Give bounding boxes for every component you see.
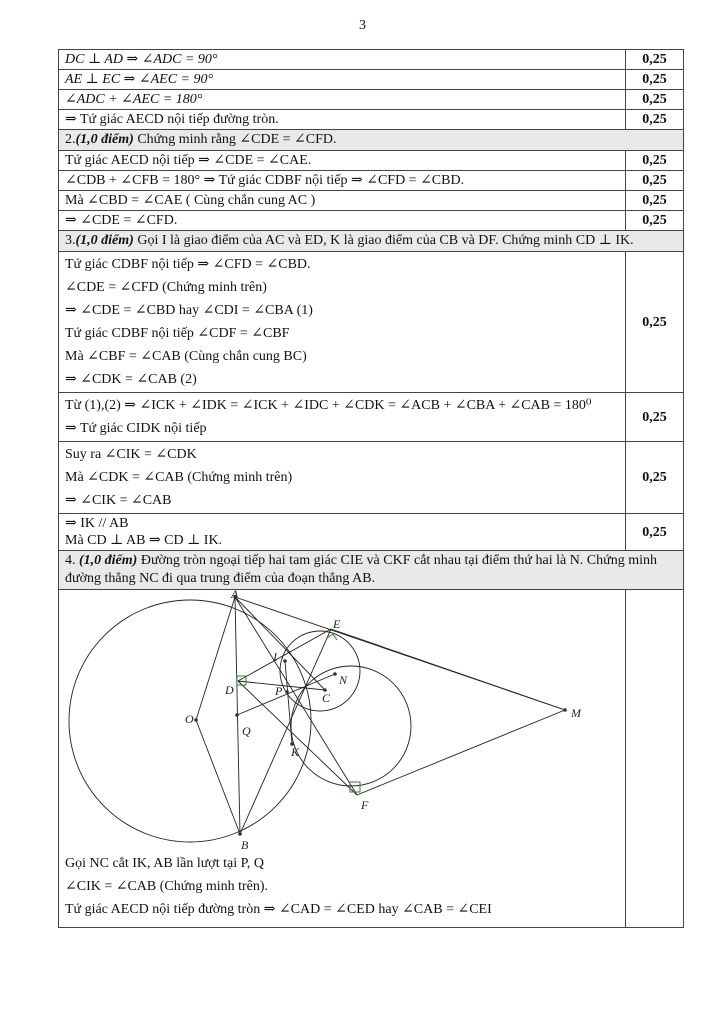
table-row [59,393,684,442]
figure-block [59,590,626,928]
label-q: Q [242,724,251,738]
part-points: (1,0 điểm) [79,553,138,568]
label-b: B [241,838,249,852]
score-cell: 0,25 [626,191,684,211]
score-cell: 0,25 [626,442,684,514]
right-angle-f [350,782,360,792]
label-p: P [275,684,283,698]
proof-line: ⇒ IK // AB [65,516,129,531]
label-e: E [333,617,341,631]
circle-ckf [291,666,411,786]
part-number: 2. [65,132,76,147]
proof-line: Suy ra ∠CIK = ∠CDK [65,447,197,462]
proof-line: ∠CIK = ∠CAB (Chứng minh trên). [65,879,269,894]
solution-table [58,49,684,928]
score-cell: 0,25 [626,393,684,442]
table-row [59,191,684,211]
table-row [59,252,684,393]
part-statement: Chứng minh rằng ∠CDE = ∠CFD. [133,132,337,147]
proof-block [59,393,626,442]
label-d: D [225,683,234,697]
score-cell-empty [626,590,684,928]
score-cell: 0,25 [626,252,684,393]
page-number: 3 [359,18,366,33]
circle-cie [280,631,360,711]
proof-line: Từ (1),(2) ⇒ ∠ICK + ∠IDK = ∠ICK + ∠IDC + ∠CDK = ∠ACB + ∠CBA + ∠CAB = 180⁰ [65,398,592,413]
segment-ik [285,661,292,744]
geometry-figure [65,590,620,852]
score-cell: 0,25 [626,70,684,90]
score-cell: 0,25 [626,110,684,130]
part2-heading [59,130,684,151]
table-row [59,151,684,171]
label-o: O [185,712,194,726]
score-cell: 0,25 [626,211,684,231]
tangent-fm [357,710,565,795]
table-row [59,514,684,551]
proof-line: ⇒ ∠CIK = ∠CAB [65,493,172,508]
part-points: (1,0 điểm) [75,132,134,147]
label-k: K [291,745,300,759]
part-header [59,231,684,252]
proof-block [59,442,626,514]
score-cell: 0,25 [626,151,684,171]
proof-line: ⇒ Tứ giác CIDK nội tiếp [65,421,207,436]
label-c: C [322,691,331,705]
proof-line: ⇒ ∠CDK = ∠CAB (2) [65,372,197,387]
segment-de [238,629,331,681]
label-f: F [361,798,369,812]
step-text: ⇒ Tứ giác AECD nội tiếp đường tròn. [59,110,626,130]
label-n: N [339,673,348,687]
proof-line: Tứ giác CDBF nội tiếp ∠CDF = ∠CBF [65,326,290,341]
score-cell: 0,25 [626,50,684,70]
score-cell: 0,25 [626,514,684,551]
part3-heading [59,231,684,252]
score-cell: 0,25 [626,171,684,191]
proof-line: Mà ∠CDK = ∠CAB (Chứng minh trên) [65,470,293,485]
part-header [59,551,684,590]
step-text: Mà ∠CBD = ∠CAE ( Cùng chắn cung AC ) [59,191,626,211]
part-points: (1,0 điểm) [75,233,134,248]
proof-block [59,252,626,393]
proof-line: Mà CD ⊥ AB ⇒ CD ⊥ IK. [65,533,223,548]
table-row [59,70,684,90]
step-text: ∠ADC + ∠AEC = 180° [59,90,626,110]
score-cell: 0,25 [626,90,684,110]
step-text: AE ⊥ EC ⇒ ∠AEC = 90° [59,70,626,90]
proof-line: ⇒ ∠CDE = ∠CBD hay ∠CDI = ∠CBA (1) [65,303,313,318]
step-text: ∠CDB + ∠CFB = 180° ⇒ Tứ giác CDBF nội tiếp ⇒ ∠CFD = ∠CBD. [59,171,626,191]
step-text: Tứ giác AECD nội tiếp ⇒ ∠CDE = ∠CAE. [59,151,626,171]
part-number: 3. [65,233,76,248]
table-row [59,442,684,514]
proof-block [59,514,626,551]
part-number: 4. [65,553,79,568]
step-text: DC ⊥ AD ⇒ ∠ADC = 90° [59,50,626,70]
part4-heading [59,551,684,590]
label-i: I [273,650,277,664]
proof-line: ∠CDE = ∠CFD (Chứng minh trên) [65,280,267,295]
segment-ob [196,720,240,834]
segment-ao [196,597,235,720]
label-m: M [571,706,581,720]
table-row [59,110,684,130]
proof-line: Tứ giác CDBF nội tiếp ⇒ ∠CFD = ∠CBD. [65,257,311,272]
table-row [59,590,684,928]
label-a: A [231,590,239,601]
proof-line: Gọi NC cắt IK, AB lần lượt tại P, Q [65,856,264,871]
proof-line: Mà ∠CBF = ∠CAB (Cùng chắn cung BC) [65,349,307,364]
part-statement: Đường tròn ngoại tiếp hai tam giác CIE và CKF cắt nhau tại điểm thứ hai là N. Chứng minh đường thẳng NC đi qua trung điểm của đoạn thẳng AB. [65,553,658,586]
part-header [59,130,684,151]
segment-em [331,629,565,710]
table-row [59,50,684,70]
table-row [59,171,684,191]
proof-line: Tứ giác AECD nội tiếp đường tròn ⇒ ∠CAD = ∠CED hay ∠CAB = ∠CEI [65,902,492,917]
step-text: ⇒ ∠CDE = ∠CFD. [59,211,626,231]
table-row [59,211,684,231]
part-statement: Gọi I là giao điểm của AC và ED, K là giao điểm của CB và DF. Chứng minh CD ⊥ IK. [133,233,634,248]
table-row [59,90,684,110]
